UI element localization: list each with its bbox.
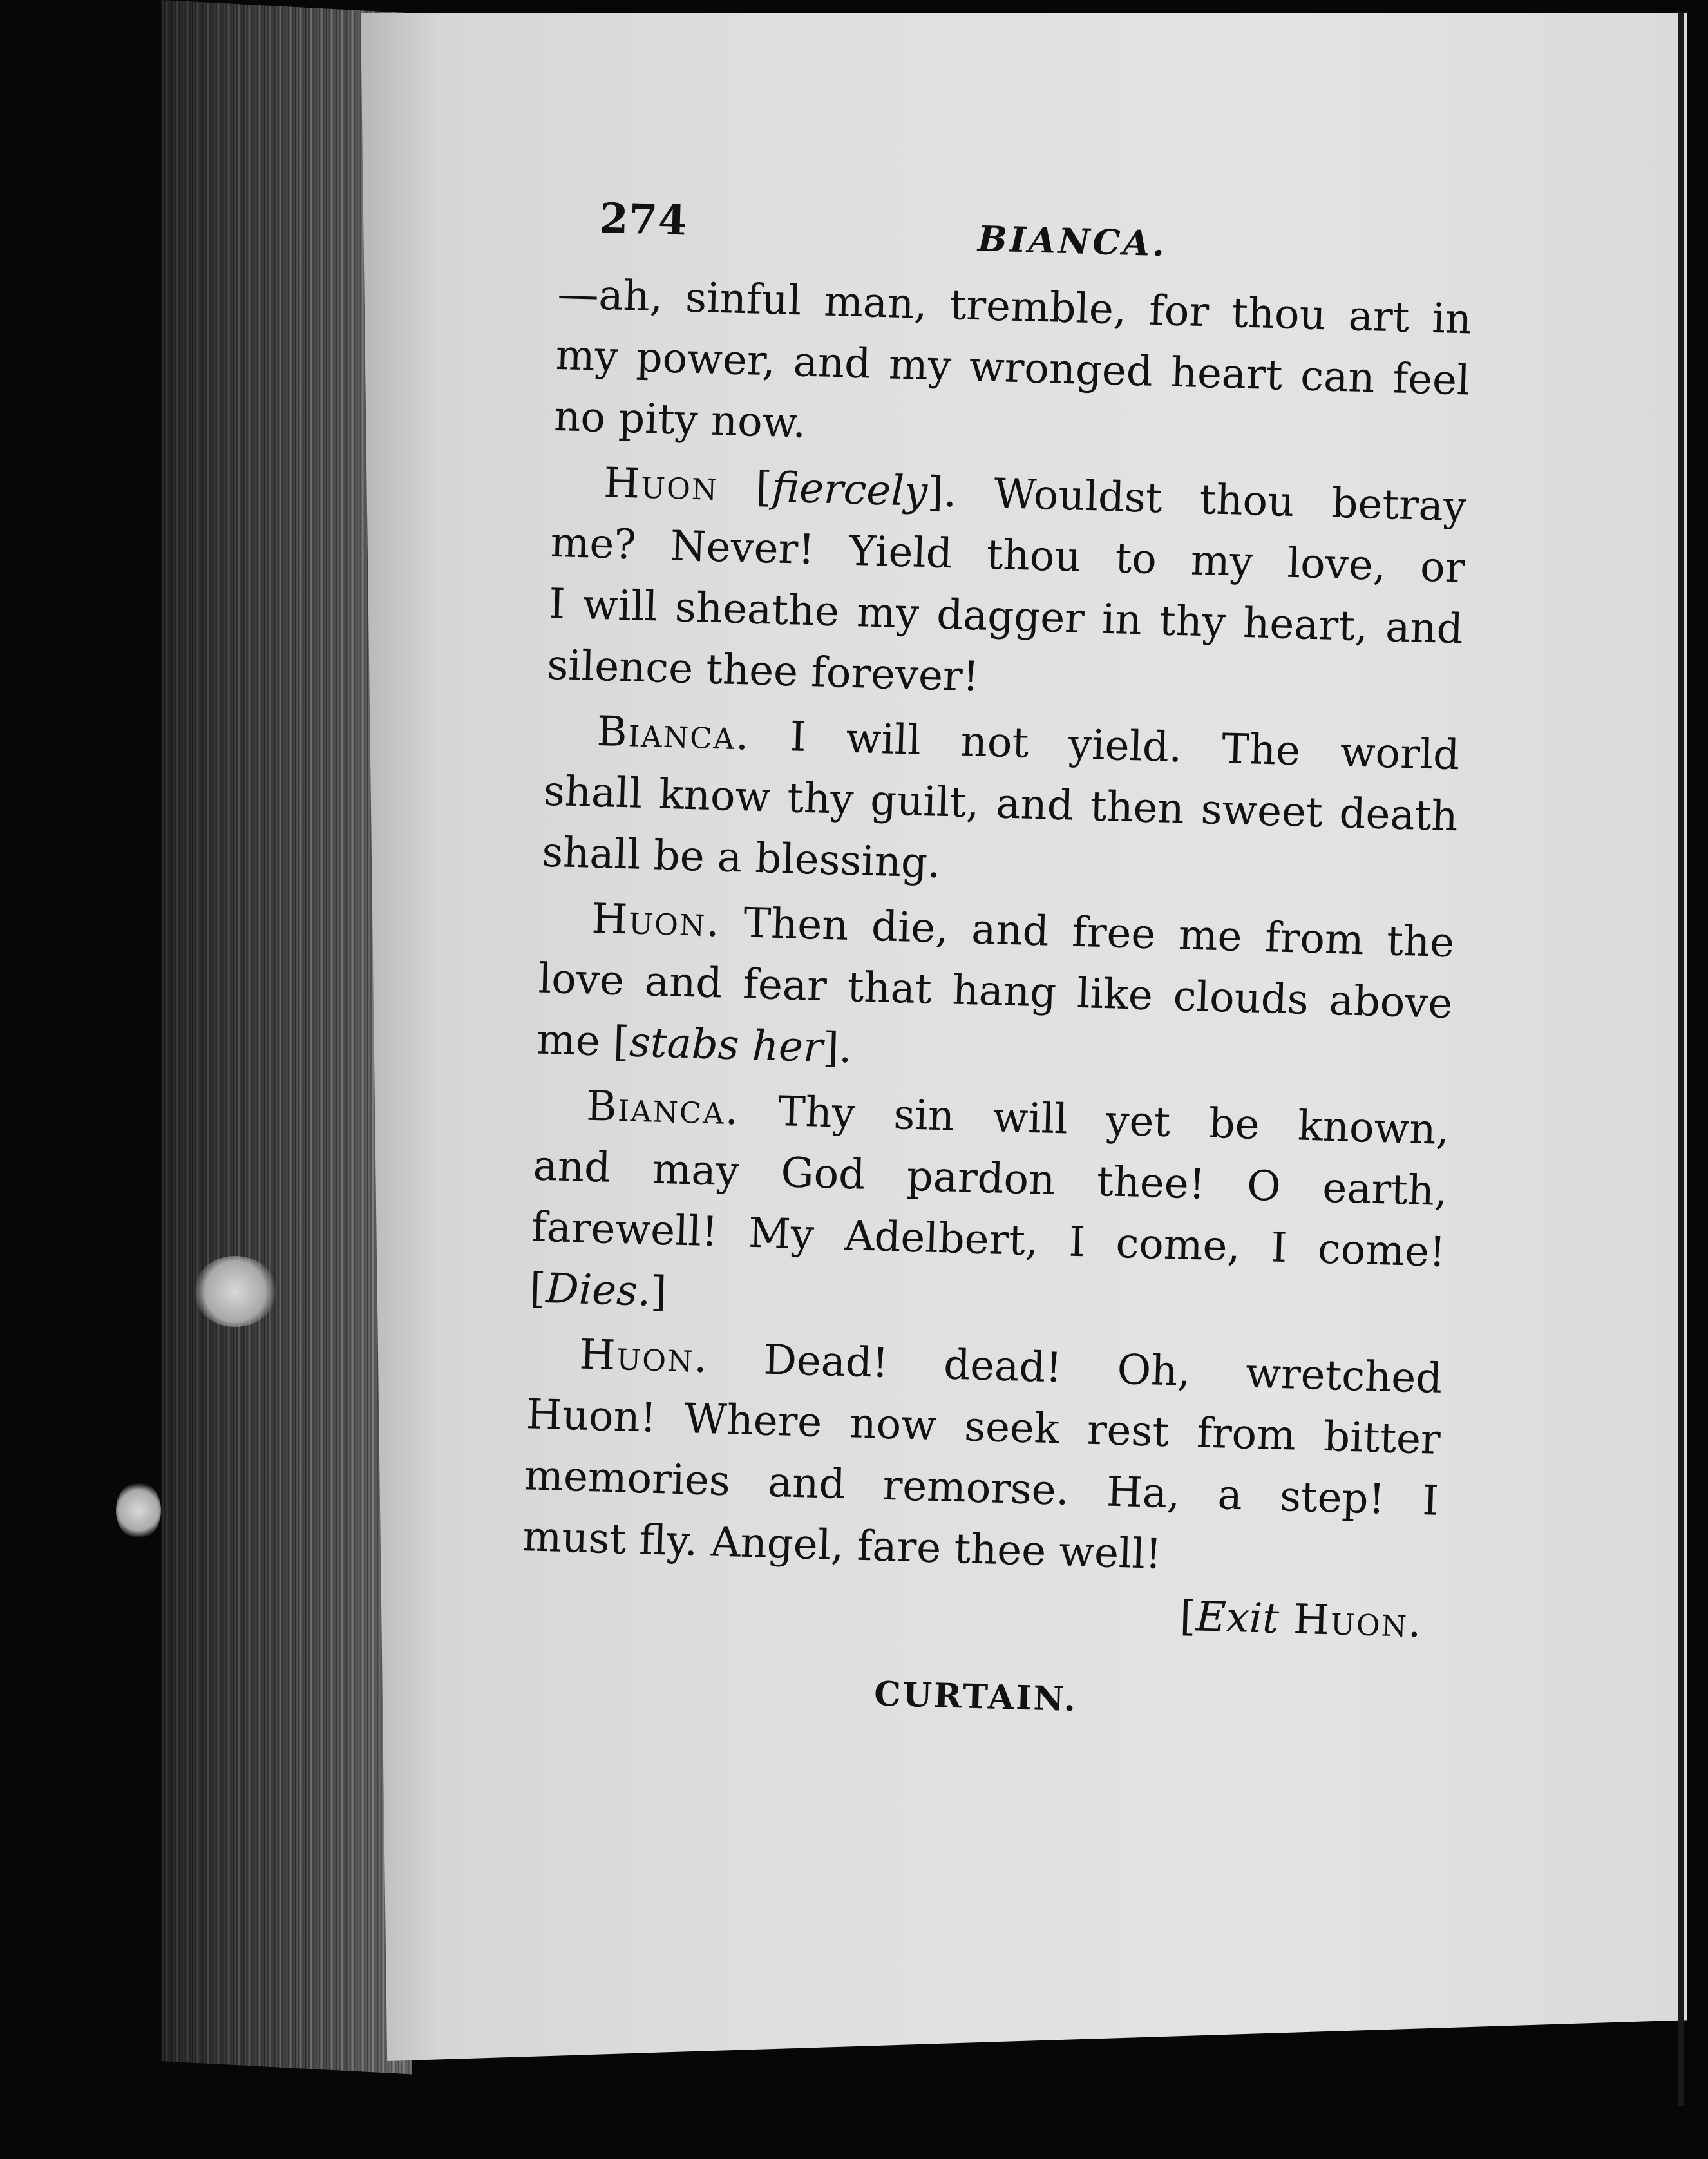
speech-text: Thy sin will yet be known, [739,1087,1450,1155]
speech-text: me [ [536,1016,631,1067]
stage-bracket: ]. [926,468,958,517]
paper-stain [193,1256,277,1327]
speaker-name: Bianca. [596,707,751,760]
speech-text: Dead! dead! Oh, wretched [707,1335,1443,1403]
stage-bracket: ]. [822,1023,853,1073]
page-number: 274 [598,194,688,245]
text-line: memories and remorse. Ha, a step! I [524,1452,1439,1525]
page-text [518,193,1513,1730]
text-line: shall know thy guilt, and then sweet death [543,767,1459,841]
text-line: and may God pardon thee! O earth, [532,1142,1448,1216]
speech-huon-1 [546,452,1506,723]
text-line: farewell! My Adelbert, I come, I come! [531,1203,1447,1277]
running-title: BIANCA. [977,218,1168,265]
page-right-edge [1678,13,1684,2106]
curtain-label: CURTAIN. [873,1674,1078,1720]
text-line: silence thee forever! [546,641,980,701]
opening-speech [553,264,1511,474]
text-line: love and fear that hang like clouds above [537,955,1454,1029]
speaker-name: Huon [603,459,719,511]
text-line: me? Never! Yield thou to my love, or [549,518,1466,593]
speaker-name: Bianca. [585,1082,741,1135]
text-line: no pity now. [553,392,807,448]
paper-stain [116,1481,161,1539]
stage-bracket: ] [650,1268,668,1317]
stage-direction: Exit [1195,1593,1280,1644]
stage-direction: Dies. [545,1265,652,1316]
speech-text: Wouldst thou betray [956,469,1467,531]
stage-direction: stabs her [629,1018,824,1072]
speech-bianca-1 [541,700,1499,910]
text-line: my power, and my wronged heart can feel [555,331,1471,405]
stage-direction: fiercely [771,464,929,517]
text-line: Huon! Where now seek rest from bitter [525,1391,1441,1464]
speech-text: I will not yield. The world [749,712,1461,780]
speech-text: Then die, and free me from the [719,899,1456,967]
text-line: —ah, sinful man, tremble, for thou art in [556,270,1473,344]
stage-bracket: [ [717,462,773,512]
speech-huon-2 [536,888,1494,1098]
speaker-name: Huon. [591,895,721,947]
text-line: shall be a blessing. [541,828,942,888]
stage-bracket: [ [1179,1592,1197,1641]
text-line: I will sheathe my dagger in thy heart, and [548,580,1464,654]
speaker-name: Huon. [1278,1595,1423,1648]
speech-bianca-2 [529,1074,1488,1346]
text-line: must fly. Angel, fare thee well! [522,1513,1162,1579]
stage-bracket: [ [529,1264,547,1313]
speaker-name: Huon. [578,1331,709,1383]
speech-huon-3 [522,1323,1481,1594]
